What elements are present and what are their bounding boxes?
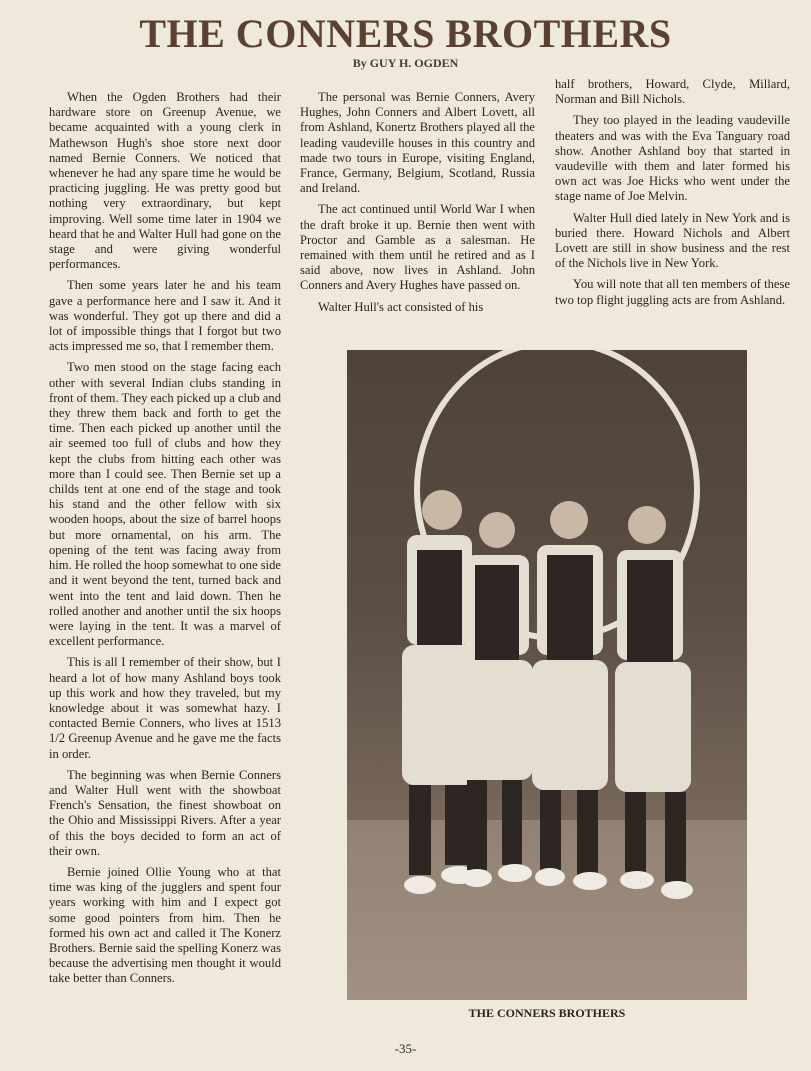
paragraph: half brothers, Howard, Clyde, Millard, Norman and Bill Nichols. — [555, 77, 790, 107]
article-byline: By GUY H. OGDEN — [352, 56, 459, 70]
text-column-3 — [555, 77, 790, 314]
paragraph: The act continued until World War I when the draft broke it up. Bernie then went with Proctor and Gamble as a salesman. He remained with them until he retired and as I said above, now lives in Ashland. John Conners and Avery Hughes have passed on. — [300, 202, 535, 293]
paragraph: Then some years later he and his team gave a performance here and I saw it. And it was wonderful. They got up there and did a lot of impossible things that I forgot but two acts impressed me so, that I remember them. — [49, 278, 281, 354]
paragraph: The beginning was when Bernie Conners and Walter Hull went with the showboat French's Sensation, the finest showboat on the Ohio and Mississippi Rivers. After a year of this the boys decided to form an act of their own. — [49, 767, 281, 858]
paragraph: They too played in the leading vaudeville theaters and was with the Eva Tanguary road show. Another Ashland boy that started in vaudeville with them and later formed his own act was Joe Hicks who went under the stage name of Joe Melvin. — [555, 113, 790, 204]
text-column-2 — [300, 90, 535, 321]
page-number: -35- — [394, 1041, 417, 1056]
photo-caption: THE CONNERS BROTHERS — [468, 1006, 626, 1020]
paragraph: When the Ogden Brothers had their hardware store on Greenup Avenue, we became acquainted with a young clerk in Mathewson Hugh's shoe store next door named Bernie Conners. We noticed that whenever he had any spare time he would be practicing juggling. He was pretty good but nothing very extraordinary, but kept improving. Well some time later in 1904 we heard that he and Walter Hull had gone on the stage and were giving wonderful performances. — [49, 90, 281, 272]
paragraph: Walter Hull died lately in New York and is buried there. Howard Nichols and Albert Lovett are still in show business and the rest of the Nichols live in New York. — [555, 210, 790, 271]
paragraph: Two men stood on the stage facing each other with several Indian clubs standing in front of them. They each picked up a club and they threw them back and forth to get the time. Then each picked up another until the air seemed too full of clubs and how they kept the clubs from hitting each other was more than I could see. Then Bernie set up a childs tent at one end of the stage and took his stand and the other fellow with six wooden hoops, about the size of barrel hoops but more ornamental, on his arm. The opening of the tent was facing away from him. He rolled the hoop somewhat to one side and it went beyond the tent, turned back and went into the tent and laid down. Then he rolled another and another until the six hoops were laying in the tent. It was a marvel of excellent performance. — [49, 360, 281, 649]
paragraph: Bernie joined Ollie Young who at that time was king of the jugglers and spent four years working with him and I expect got some good pointers from him. Then he formed his own act and called it The Konerz Brothers. Bernie said the spelling Konerz was because the advertising men thought it would take better than Conners. — [49, 864, 281, 986]
paragraph: You will note that all ten members of these two top flight juggling acts are from Ashland. — [555, 277, 790, 307]
group-photo — [347, 350, 747, 1000]
article-title: THE CONNERS BROTHERS — [139, 11, 672, 56]
paragraph: The personal was Bernie Conners, Avery Hughes, John Conners and Albert Lovett, all from Ashland, Konertz Brothers played all the leading vaudeville houses in this country and made two tours in Europe, visiting England, France, Germany, Belgium, Scotland, Russia and Ireland. — [300, 90, 535, 196]
paragraph: This is all I remember of their show, but I heard a lot of how many Ashland boys took up this work and how they traveled, but my knowledge about it was somewhat hazy. I contacted Bernie Conners, who lives at 1513 1/2 Greenup Avenue and he gave me the facts in order. — [49, 655, 281, 761]
paragraph: Walter Hull's act consisted of his — [318, 299, 484, 314]
photo-illustration — [347, 350, 747, 1000]
text-column-1 — [49, 90, 281, 993]
